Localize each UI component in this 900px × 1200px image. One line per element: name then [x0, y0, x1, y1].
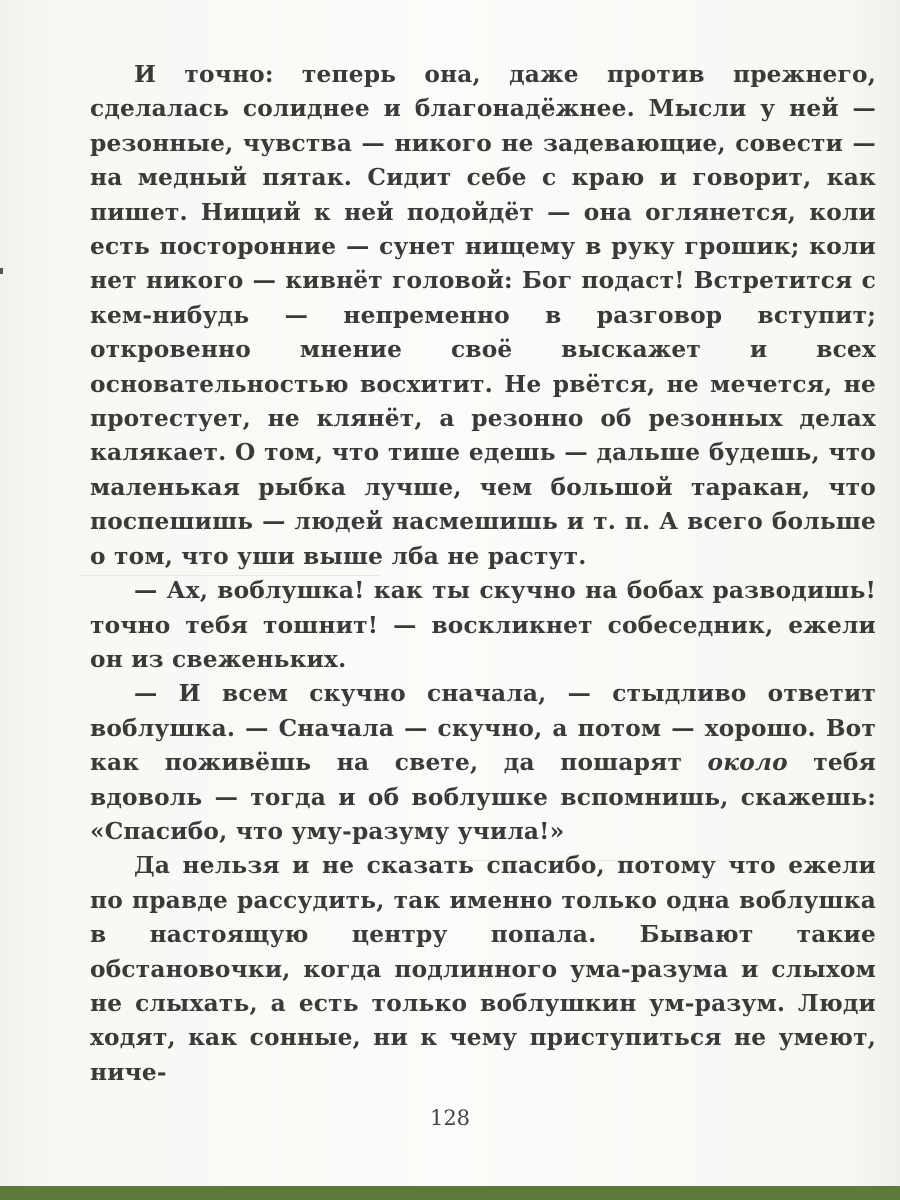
paragraph-2: — Ах, воблушка! как ты скучно на бобах разводишь! точно тебя тошнит! — воскликнет собеседник, ежели он из свеженьких. [90, 577, 876, 673]
paragraph-1: И точно: теперь она, даже против прежнего, сделалась солиднее и благонадёжнее. Мысли у ней — резонные, чувства — никого не задевающие, совести — на медный пятак. Сидит себе с краю и говорит, как пишет. Нищий к ней подойдёт — она оглянется, коли есть посторонние — сунет нищему в руку грошик; коли нет никого — кивнёт головой: Бог подаст! Встретится с кем-нибудь — непременно в разговор вступит; откровенно мнение своё выскажет и всех основательностью восхитит. Не рвётся, не мечется, не протестует, не клянёт, а резонно об резонных делах калякает. О том, что тише едешь — дальше будешь, что маленькая рыбка лучше, чем большой таракан, что поспешишь — людей насмешишь и т. п. А всего больше о том, что уши выше лба не растут. [90, 61, 876, 570]
margin-mark [0, 268, 3, 274]
paragraph-3-part-1: — И всем скучно сначала, — стыдливо ответит воблушка. — Сначала — скучно, а потом — хорошо. Вот как поживёшь на свете, да пошарят [90, 680, 876, 777]
paragraph-3 [90, 677, 876, 849]
page-number: 128 [429, 1106, 471, 1130]
body-text [90, 58, 876, 1090]
cover-edge-band [0, 1186, 900, 1200]
emphasized-word: около [707, 749, 788, 777]
paragraph-4: Да нельзя и не сказать спасибо, потому что ежели по правде рассудить, так именно только одна воблушка в настоящую центру попала. Бывают такие обстановочки, когда подлинного ума-разума и слыхом не слыхать, а есть только воблушкин ум-разум. Люди ходят, как сонные, ни к чему приступиться не умеют, ниче- [90, 852, 876, 1086]
paragraph-3-part-2: тебя вдоволь — тогда и об воблушке вспомнишь, скажешь: «Спасибо, что уму-разуму учила!» [90, 749, 876, 845]
